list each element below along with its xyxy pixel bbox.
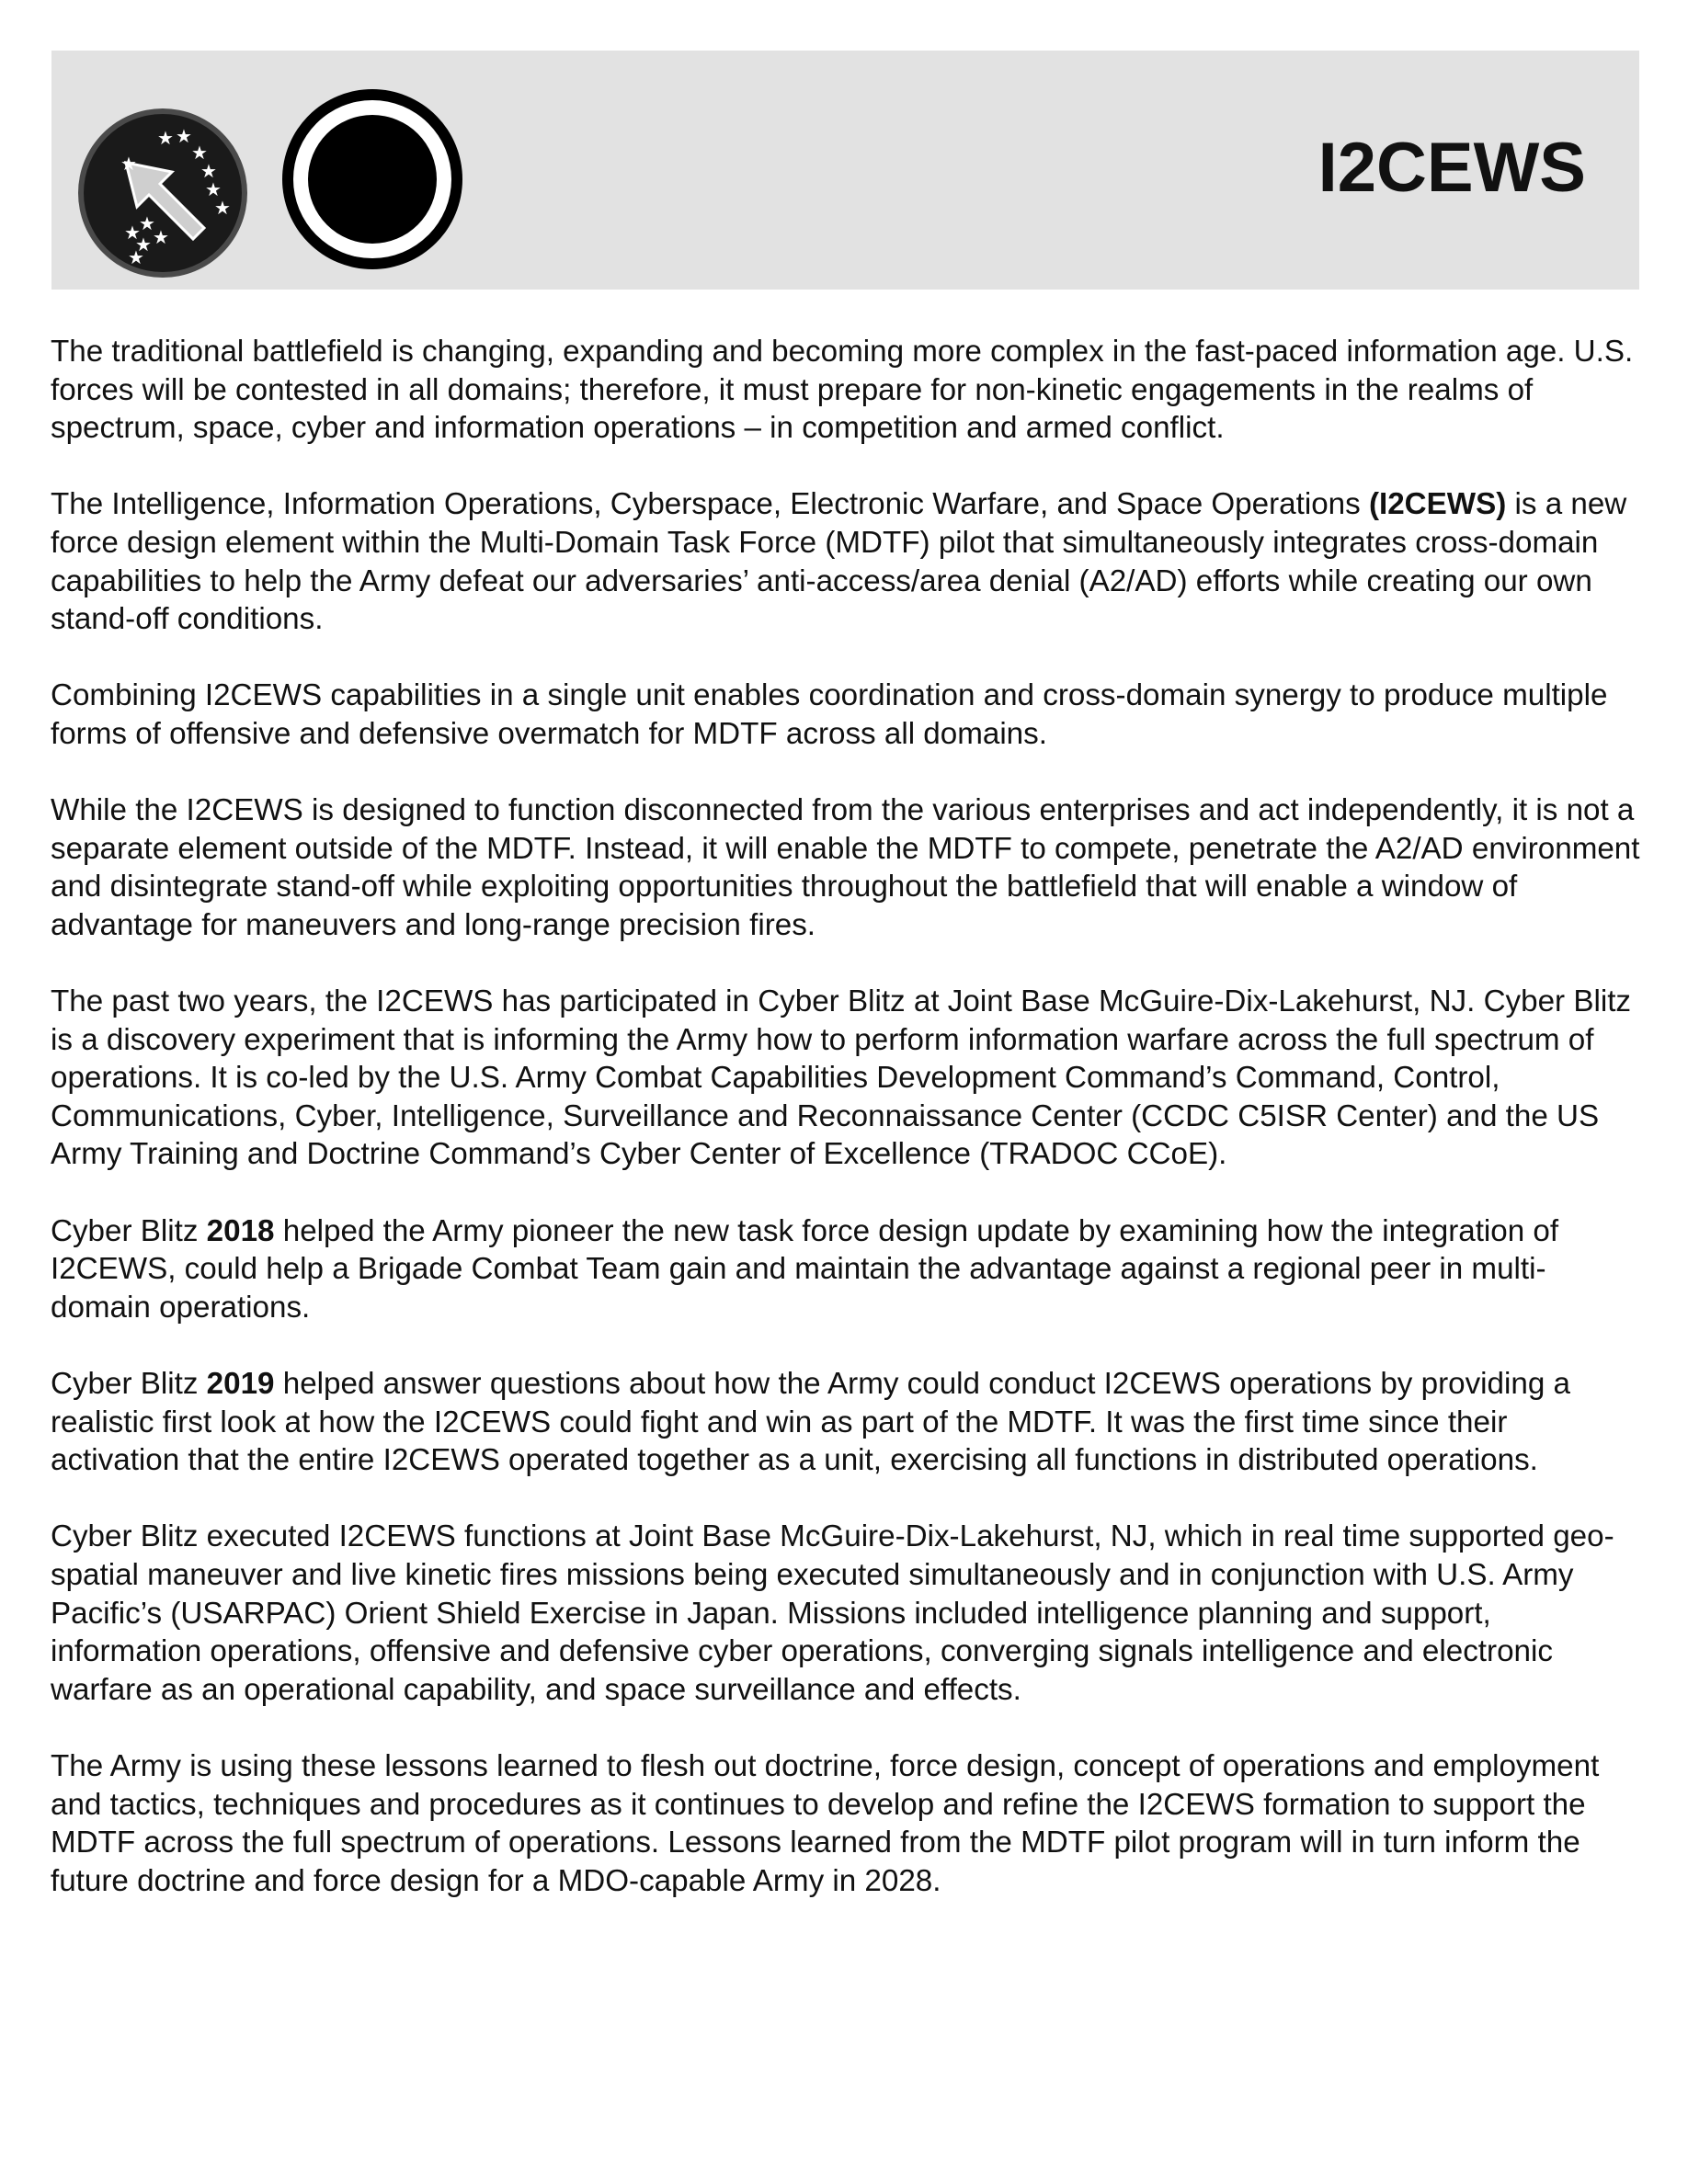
svg-text:★: ★ bbox=[153, 226, 169, 248]
paragraph-text: The Intelligence, Information Operations, Cyberspace, Electronic Warfare, and Space Operations bbox=[51, 487, 1369, 522]
svg-text:★: ★ bbox=[124, 222, 141, 244]
paragraph bbox=[51, 1212, 1641, 1327]
svg-text:★: ★ bbox=[139, 212, 155, 234]
black-circle-insignia-icon bbox=[280, 87, 464, 271]
svg-text:★: ★ bbox=[135, 233, 152, 256]
svg-text:★: ★ bbox=[214, 197, 231, 219]
page-title: I2CEWS bbox=[1317, 129, 1586, 207]
paragraph: While the I2CEWS is designed to function disconnected from the various enterprises and act independently, it is not a separate element outside of the MDTF. Instead, it will enable the MDTF to compete, penetrate the A2/AD environment and disintegrate stand-off while exploiting opportunities throughout the battlefield that will enable a window of advantage for maneuvers and long-range precision fires. bbox=[51, 793, 1640, 942]
paragraph: Cyber Blitz executed I2CEWS functions at Joint Base McGuire-Dix-Lakehurst, NJ, which in real time supported geo-spatial maneuver and live kinetic fires missions being executed simultaneously and in conjunction with U.S. Army Pacific’s (USARPAC) Orient Shield Exercise in Japan. Missions included intelligence planning and support, information operations, offensive and defensive cyber operations, converging signals intelligence and electronic warfare as an operational capability, and space surveillance and effects. bbox=[51, 1519, 1614, 1707]
paragraph bbox=[51, 1365, 1641, 1480]
svg-text:★: ★ bbox=[157, 127, 174, 149]
paragraph-text: helped answer questions about how the Army could conduct I2CEWS operations by providing a realistic first look at how the I2CEWS could fight and win as part of the MDTF. It was the first time since their activation that the entire I2CEWS operated together as a unit, exercising all functions in distributed operations. bbox=[51, 1367, 1570, 1478]
svg-text:★: ★ bbox=[200, 160, 217, 182]
header-banner bbox=[51, 51, 1639, 290]
paragraph-text: Cyber Blitz bbox=[51, 1367, 207, 1402]
paragraph-text: helped the Army pioneer the new task force design update by examining how the integration of I2CEWS, could help a Brigade Combat Team gain and maintain the advantage against a regional peer in multi-domain operations. bbox=[51, 1213, 1559, 1325]
paragraph-bold-text: 2019 bbox=[206, 1367, 275, 1402]
paragraph: The Army is using these lessons learned to flesh out doctrine, force design, concept of operations and employment and tactics, techniques and procedures as it continues to develop and refine the I2CEWS formation to support the MDTF across the full spectrum of operations. Lessons learned from the MDTF pilot program will in turn inform the future doctrine and force design for a MDO-capable Army in 2028. bbox=[51, 1748, 1600, 1898]
paragraph-text: Cyber Blitz bbox=[51, 1213, 207, 1248]
svg-text:★: ★ bbox=[128, 246, 144, 268]
paragraph bbox=[51, 485, 1641, 638]
document-body bbox=[51, 333, 1641, 1939]
paragraph-bold-text: 2018 bbox=[206, 1213, 275, 1248]
paragraph: The past two years, the I2CEWS has participated in Cyber Blitz at Joint Base McGuire-Dix-Lakehurst, NJ. Cyber Blitz is a discovery experiment that is informing the Army how to perform information warfare across the full spectrum of operations. It is co-led by the U.S. Army Combat Capabilities Development Command’s Command, Control, Communications, Cyber, Intelligence, Surveillance and Reconnaissance Center (CCDC C5ISR Center) and the US Army Training and Doctrine Command’s Cyber Center of Excellence (TRADOC CCoE). bbox=[51, 984, 1632, 1172]
svg-text:★: ★ bbox=[120, 153, 137, 175]
svg-text:★: ★ bbox=[191, 142, 208, 164]
svg-text:★: ★ bbox=[176, 125, 192, 147]
paragraph: The traditional battlefield is changing, expanding and becoming more complex in the fast-paced information age. U.S. forces will be contested in all domains; therefore, it must prepare for non-kinetic engagements in the realms of spectrum, space, cyber and information operations – in competition and armed conflict. bbox=[51, 335, 1634, 446]
paragraph-bold-text: (I2CEWS) bbox=[1368, 487, 1507, 522]
svg-text:★: ★ bbox=[205, 178, 222, 200]
paragraph-text: is a new force design element within the Multi-Domain Task Force (MDTF) pilot that simultaneously integrates cross-domain capabilities to help the Army defeat our adversaries’ anti-access/area denial (A2/AD) efforts while creating our own stand-off conditions. bbox=[51, 487, 1627, 637]
paragraph: Combining I2CEWS capabilities in a single unit enables coordination and cross-domain synergy to produce multiple forms of offensive and defensive overmatch for MDTF across all domains. bbox=[51, 678, 1608, 751]
arrow-stars-insignia-icon bbox=[75, 106, 250, 280]
